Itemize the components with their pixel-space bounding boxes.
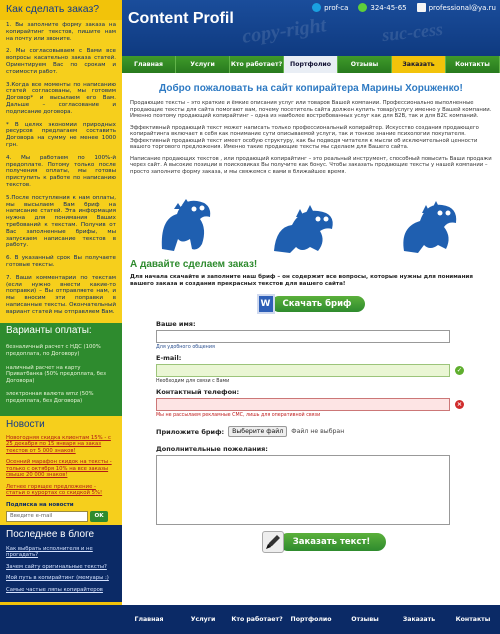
- header-contacts: [302, 3, 496, 12]
- order-step: 1. Вы заполните форму заказа на копирайтинг текстов, пишите нам на почту или звоните.: [6, 22, 116, 42]
- wishes-textarea[interactable]: [156, 455, 450, 525]
- submit-row: [156, 531, 492, 553]
- intro-paragraph: Продающие тексты – это краткие и ёмкие описания услуг или товаров Вашей компании. Профессионально выполненные продающие тексты для сайта помогают вам, почему посетитель сайта должен купить товар/услугу именно у Вашей компании. Именно поэтому продающий копирайтинг – одна из наиболее востребованных услуг как для B2B, так и для B2C компаний.: [130, 100, 492, 119]
- skype-contact[interactable]: [312, 3, 348, 12]
- order-step: 7. Ваши комментарии по текстам (если нужно внести какие-то поправки) – Вы отправляете нам, и мы вносим эти поправки в написанные тексты. Окончательный вариант статей мы отправляем Вам.: [6, 274, 116, 315]
- order-step: 5.После поступления к нам оплаты, мы высылаем Вам бриф на написание статей. Эта информация нужна для понимания Ваших требований к текстам. Получив от Вас заполненные брифы, мы запускаем написание текстов в работу.: [6, 194, 116, 249]
- intro-paragraph: Эффективный продающий текст может написать только профессиональный копирайтер. Искусство создания продающего копирайтинга включает в себя как понимание сути описываемой услуги, так и тонкое знание психологии покупателя. Эффективный продающий текст имеет особую структуру, как бы подводя читателя к мысли об исключительной ценности вашего торгового предложения. Именно такие продающие тексты мы сделаем для Вашего сайта.: [130, 124, 479, 150]
- footer-nav-contacts[interactable]: Контакты: [455, 616, 491, 623]
- site-logo[interactable]: Content Profil: [128, 10, 234, 27]
- payment-options: [0, 323, 122, 415]
- mascot-illustrations: [130, 183, 492, 255]
- order-step: * В целях экономии природных ресурсов предлагаем составить Договора на сумму не менее 1000 грн.: [6, 121, 116, 148]
- mascot-monster-icon: [390, 191, 470, 255]
- subscribe-row: [6, 511, 116, 522]
- order-intro: Для начала скачайте и заполните наш бриф – он содержит все вопросы, которые нужны для понимания вашего заказа и создания прекрасных текстов для вашего сайта!: [130, 274, 473, 287]
- file-status: Файл не выбран: [291, 428, 345, 435]
- blog-link[interactable]: Как выбрать исполнителя и не прогадать?: [6, 545, 93, 559]
- subscribe-email-input[interactable]: Введите e-mail: [6, 511, 88, 522]
- email-text: professional@ya.ru: [428, 3, 496, 12]
- mascot-monster-icon: [152, 189, 222, 255]
- email-row: [156, 364, 492, 377]
- nav-portfolio[interactable]: Портфолио: [284, 56, 338, 73]
- mascot-monster-icon: [266, 195, 346, 255]
- order-step: 6. В указанный срок Вы получаете готовые тексты.: [6, 255, 116, 268]
- nav-reviews[interactable]: Отзывы: [338, 56, 392, 73]
- news-link[interactable]: Новогодняя скидка клиентам 15% - с 25 декабря по 15 января на заказ текстов от 5 000 знаков!: [6, 434, 111, 454]
- submit-order-button[interactable]: Заказать текст!: [279, 533, 387, 551]
- footer-nav-order[interactable]: Заказать: [402, 616, 436, 623]
- news-title: Новости: [6, 418, 45, 430]
- email-input[interactable]: [156, 364, 450, 377]
- phone-hint: Мы не рассылаем рекламные СМС, лишь для оперативной связи: [156, 413, 321, 418]
- header: [122, 0, 500, 56]
- name-label: Ваше имя:: [156, 320, 196, 328]
- order-form: [130, 320, 492, 553]
- order-step: 4. Мы работаем по 100%-й предоплате. Потому только после получения оплаты, мы готовы приступить к работе по написанию текстов.: [6, 154, 116, 188]
- email-label: E-mail:: [156, 354, 182, 362]
- pen-icon: [262, 531, 284, 553]
- phone-text: 324-45-65: [370, 3, 407, 12]
- nav-home[interactable]: Главная: [122, 56, 176, 73]
- phone-row: [156, 398, 492, 411]
- news-link[interactable]: Осенний марафон скидок на тексты - только с октября 10% на все заказы свыше 20 000 знаков!: [6, 459, 112, 479]
- footer-nav: [122, 605, 500, 634]
- payment-option: электронная валюта wmz (50% предоплата, без Договора): [6, 391, 94, 405]
- phone-label: Контактный телефон:: [156, 388, 240, 396]
- phone-contact[interactable]: [358, 3, 406, 12]
- order-section-title: А давайте сделаем заказ!: [130, 259, 258, 270]
- choose-file-button[interactable]: Выберите файл: [228, 426, 287, 437]
- blog-title: Последнее в блоге: [6, 528, 95, 540]
- phone-icon: [358, 3, 367, 12]
- nav-services[interactable]: Услуги: [176, 56, 230, 73]
- blog-link[interactable]: Зачем сайту оригинальные тексты?: [6, 563, 107, 570]
- blog-section: [0, 525, 122, 603]
- skype-text: prof-ca: [324, 3, 349, 12]
- payment-title: Варианты оплаты:: [6, 325, 92, 337]
- order-step: 3.Когда все моменты по написанию статей согласованы, мы готовим Договор* и высылаем его Вам. Дальше – согласование и подписание договора.: [6, 81, 116, 115]
- email-hint: Необходим для связи с Вами: [156, 379, 230, 384]
- download-brief-button[interactable]: Скачать бриф: [271, 296, 366, 312]
- attach-label: Приложите бриф:: [156, 427, 225, 436]
- footer-nav-who[interactable]: Кто работает?: [231, 616, 283, 623]
- skype-icon: [312, 3, 321, 12]
- email-contact[interactable]: [417, 3, 496, 12]
- page-title: Добро пожаловать на сайт копирайтера Марины Хорuженко!: [159, 83, 463, 94]
- nav-order[interactable]: Заказать: [392, 56, 446, 73]
- subscribe-label: Подписка на новости: [6, 501, 74, 508]
- mail-icon: [417, 3, 426, 12]
- news-section: [0, 416, 122, 525]
- payment-option: безналичный расчет с НДС (100% предоплата, по Договору): [6, 344, 101, 358]
- blog-link[interactable]: Мой путь в копирайтинг (мемуары :): [6, 575, 109, 582]
- download-brief-row: [130, 294, 492, 314]
- subscribe-button[interactable]: OK: [90, 511, 108, 522]
- nav-contacts[interactable]: Контакты: [446, 56, 500, 73]
- error-x-icon: ×: [456, 400, 463, 408]
- phone-input[interactable]: [156, 398, 450, 411]
- how-to-order-title: Как сделать заказ?: [6, 3, 100, 15]
- how-to-order-steps: [0, 20, 122, 323]
- news-link[interactable]: Летнее горящее предложение - статьи о курортах со скидкой 5%!: [6, 483, 103, 497]
- payment-option: наличный расчет на карту Приватбанка (50% предоплата, без Договора): [6, 364, 106, 384]
- footer-nav-home[interactable]: Главная: [134, 616, 164, 623]
- main-content: [122, 73, 500, 605]
- attach-row: [156, 426, 492, 437]
- name-hint: Для удобного общения: [156, 345, 215, 350]
- intro-paragraph: Написание продающих текстов , или продающий копирайтинг – это реальный инструмент, способный повысить Ваши продажи через сайт. А высокие позиции в поисковиках Вы получите как бонус. Чтобы заказать продающие тексты у нашей компании – просто заполните форму заказа, и мы свяжемся с вами в ближайшее время.: [130, 155, 492, 175]
- watermark-copyright: copy-right: [240, 14, 328, 48]
- valid-check-icon: ✓: [456, 366, 463, 374]
- name-input[interactable]: [156, 330, 450, 343]
- footer-nav-reviews[interactable]: Отзывы: [351, 616, 379, 623]
- footer-nav-portfolio[interactable]: Портфолио: [290, 616, 332, 623]
- word-document-icon: W: [257, 294, 275, 314]
- main-nav: [122, 56, 500, 73]
- sidebar: [0, 0, 122, 605]
- nav-who[interactable]: Кто работает?: [230, 56, 284, 73]
- watermark-success: suc-cess: [381, 18, 444, 46]
- wishes-label: Дополнительные пожелания:: [156, 445, 268, 453]
- blog-link[interactable]: Самые частые ляпы копирайтеров: [6, 586, 103, 593]
- order-step: 2. Мы согласовываем с Вами все вопросы касательно заказа статей. Ориентируем Вас по срокам и стоимости работ.: [6, 48, 116, 75]
- footer-nav-services[interactable]: Услуги: [190, 616, 216, 623]
